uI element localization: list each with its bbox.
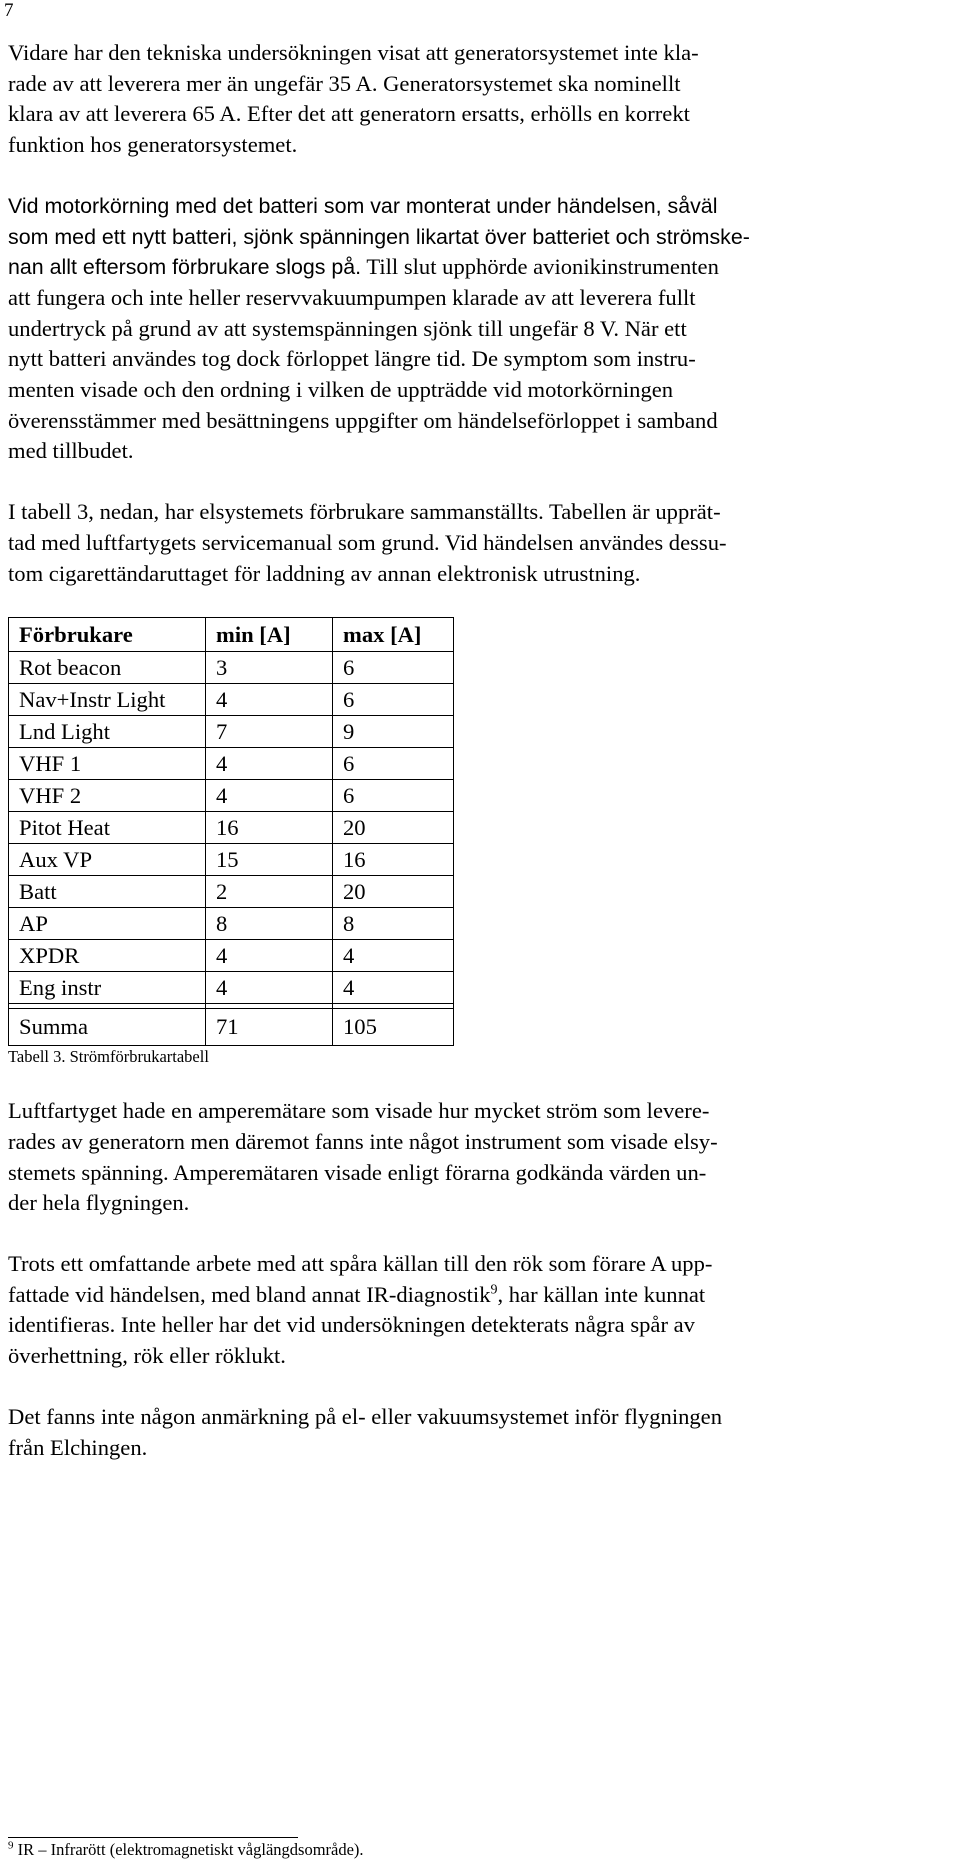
cell-min: 15 [206, 844, 333, 876]
table-row [9, 652, 454, 684]
cell-consumer: AP [9, 908, 206, 940]
footnote-number: 9 [8, 1839, 14, 1852]
table-row [9, 972, 454, 1004]
cell-max: 4 [333, 940, 454, 972]
text-fragment: Till slut upphörde avionikinstrumenten [361, 254, 719, 280]
text-line: stemets spänning. Amperemätaren visade enligt förarna godkända värden un- [8, 1159, 707, 1185]
text-line: identifieras. Inte heller har det vid undersökningen detekterats några spår av [8, 1312, 695, 1338]
paragraph-no-remarks [8, 1402, 956, 1463]
text-line: nytt batteri användes tog dock förloppet längre tid. De symptom som instru- [8, 346, 696, 372]
table-row [9, 876, 454, 908]
footnote-reference[interactable]: 9 [490, 1282, 498, 1298]
cell-min: 4 [206, 780, 333, 812]
cell-max: 6 [333, 748, 454, 780]
cell-max: 6 [333, 780, 454, 812]
cell-consumer: Lnd Light [9, 716, 206, 748]
cell-max: 4 [333, 972, 454, 1004]
cell-sum-min: 71 [206, 1009, 333, 1046]
text-line: tom cigarettändaruttaget för laddning av annan elektronisk utrustning. [8, 560, 641, 586]
column-header-consumer: Förbrukare [9, 618, 206, 652]
page-number: 7 [4, 0, 14, 21]
table-row [9, 684, 454, 716]
footnote-text: IR – Infrarött (elektromagnetiskt våglängdsområde). [13, 1840, 364, 1859]
text-line: rade av att leverera mer än ungefär 35 A. Generatorsystemet ska nominellt [8, 70, 681, 96]
paragraph-engine-run [8, 191, 956, 467]
cell-max: 20 [333, 876, 454, 908]
text-line: rades av generatorn men däremot fanns inte något instrument som visade elsy- [8, 1128, 718, 1154]
text-line: undertryck på grund av att systemspänningen sjönk till ungefär 8 V. När ett [8, 315, 687, 341]
paragraph-generator-test [8, 38, 956, 161]
cell-min: 4 [206, 940, 333, 972]
cell-consumer: Batt [9, 876, 206, 908]
text-line: att fungera och inte heller reservvakuumpumpen klarade av att leverera fullt [8, 284, 696, 310]
cell-min: 2 [206, 876, 333, 908]
paragraph-table-intro [8, 497, 956, 589]
cell-consumer: Pitot Heat [9, 812, 206, 844]
cell-consumer: Aux VP [9, 844, 206, 876]
cell-max: 8 [333, 908, 454, 940]
text-line: Det fanns inte någon anmärkning på el- eller vakuumsystemet inför flygningen [8, 1403, 723, 1429]
text-line: der hela flygningen. [8, 1190, 190, 1216]
cell-min: 4 [206, 748, 333, 780]
text-line: Vidare har den tekniska undersökningen visat att generatorsystemet inte kla- [8, 40, 699, 65]
text-line: I tabell 3, nedan, har elsystemets förbrukare sammanställts. Tabellen är upprät- [8, 499, 721, 525]
text-line: tad med luftfartygets servicemanual som grund. Vid händelsen användes dessu- [8, 529, 727, 555]
cell-consumer: XPDR [9, 940, 206, 972]
cell-consumer: VHF 2 [9, 780, 206, 812]
cell-sum-max: 105 [333, 1009, 454, 1046]
table-sum-row [9, 1009, 454, 1046]
cell-max: 20 [333, 812, 454, 844]
text-line: från Elchingen. [8, 1434, 148, 1460]
column-header-max: max [A] [333, 618, 454, 652]
table-row [9, 844, 454, 876]
text-line: överhettning, rök eller röklukt. [8, 1343, 286, 1369]
text-fragment: fattade vid händelsen, med bland annat IR-diagnostik [8, 1281, 491, 1307]
table-row [9, 748, 454, 780]
text-line: funktion hos generatorsystemet. [8, 132, 298, 158]
cell-min: 4 [206, 972, 333, 1004]
text-line: Vid motorkörning med det batteri som var monterat under händelsen, såväl [8, 193, 718, 218]
cell-max: 9 [333, 716, 454, 748]
text-fragment: , har källan inte kunnat [497, 1281, 706, 1307]
cell-consumer: Nav+Instr Light [9, 684, 206, 716]
paragraph-ammeter [8, 1096, 956, 1219]
text-line: Trots ett omfattande arbete med att spåra källan till den rök som förare A upp- [8, 1251, 713, 1277]
cell-consumer: VHF 1 [9, 748, 206, 780]
table-row [9, 940, 454, 972]
text-line: Luftfartyget hade en amperemätare som visade hur mycket ström som levere- [8, 1098, 710, 1124]
table-row [9, 716, 454, 748]
power-consumer-table [8, 617, 454, 1046]
text-line: med tillbudet. [8, 438, 134, 464]
footnote-divider [8, 1837, 298, 1838]
text-line: överensstämmer med besättningens uppgifter om händelseförloppet i samband [8, 407, 718, 433]
text-line: nan allt eftersom förbrukare slogs på. [8, 255, 362, 280]
cell-min: 7 [206, 716, 333, 748]
footnote [8, 1840, 364, 1860]
cell-min: 4 [206, 684, 333, 716]
cell-consumer: Eng instr [9, 972, 206, 1004]
cell-max: 6 [333, 684, 454, 716]
table-row [9, 780, 454, 812]
cell-consumer: Rot beacon [9, 652, 206, 684]
table-caption: Tabell 3. Strömförbrukartabell [8, 1047, 209, 1067]
column-header-min: min [A] [206, 618, 333, 652]
table-row [9, 812, 454, 844]
table-row [9, 908, 454, 940]
text-line: menten visade och den ordning i vilken de uppträdde vid motorkörningen [8, 377, 674, 403]
document-body [8, 38, 956, 1463]
text-line: som med ett nytt batteri, sjönk spänningen likartat över batteriet och strömske- [8, 224, 750, 249]
text-line: klara av att leverera 65 A. Efter det att generatorn ersatts, erhölls en korrekt [8, 101, 690, 127]
cell-min: 16 [206, 812, 333, 844]
table-header-row [9, 618, 454, 652]
cell-min: 3 [206, 652, 333, 684]
cell-min: 8 [206, 908, 333, 940]
cell-sum-label: Summa [9, 1009, 206, 1046]
paragraph-smoke-source [8, 1249, 956, 1372]
cell-max: 16 [333, 844, 454, 876]
cell-max: 6 [333, 652, 454, 684]
